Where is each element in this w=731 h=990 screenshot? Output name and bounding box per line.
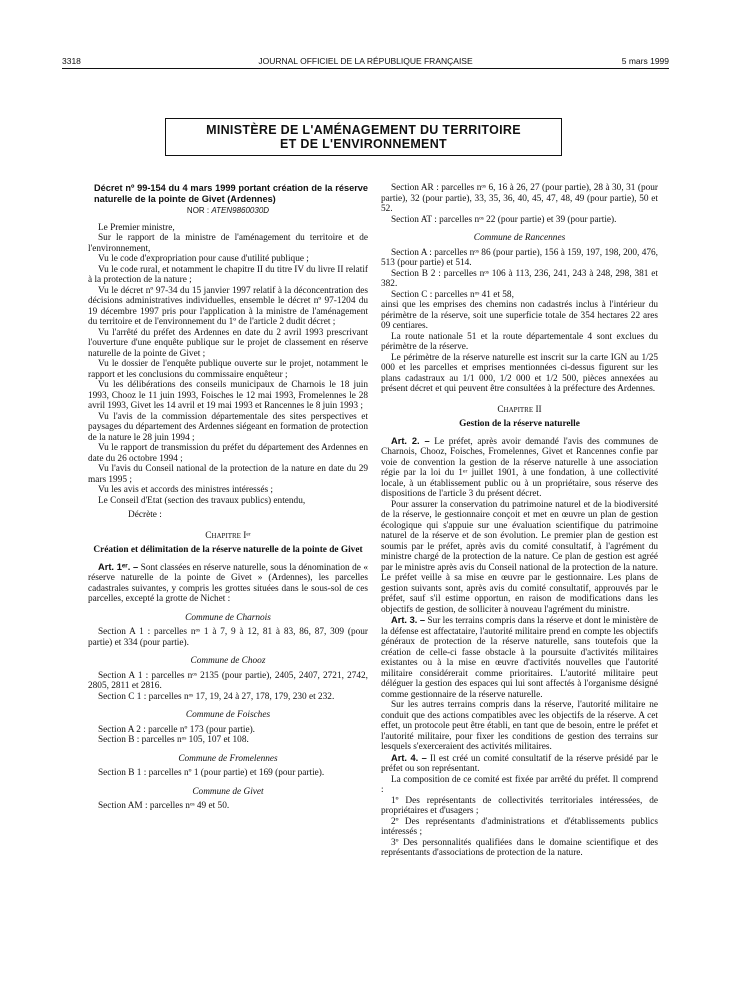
article-1 bbox=[88, 562, 368, 605]
visa-8: Vu l'avis de la commission départementale des sites perspectives et paysages du département des Ardennes siégeant en formation de protection de la nature le 28 juin 1994 ; bbox=[88, 411, 368, 443]
article-2-paragraph-2: Pour assurer la conservation du patrimoine naturel et de la biodiversité de la réserve, le gestionnaire conçoit et met en œuvre un plan de gestion écologique qui s'appuie sur une évaluation scientifique du patrimoine naturel de la réserve et de son évolution. Le premier plan de gestion est soumis par le préfet, après avis du comité consultatif, à l'agrément du ministre chargé de la protection de la nature. Ce plan de gestion est agréé par le ministre après avis du Conseil national de la protection de la nature. Le préfet veille à sa mise en œuvre par le gestionnaire. Les plans de gestion suivants sont, après avis du comité consultatif, approuvés par le préfet, sauf s'il estime opportun, en raison de modifications dans les objectifs de gestion, de solliciter à nouveau l'agrément du ministre. bbox=[381, 499, 658, 615]
article-4-label: Art. 4. – bbox=[391, 752, 427, 763]
article-4-item-3: 3º Des personnalités qualifiées dans le domaine scientifique et des représentants d'associations de protection de la nature. bbox=[381, 837, 658, 858]
article-3 bbox=[381, 615, 658, 700]
article-1-label: Art. 1ᵉʳ. – bbox=[98, 561, 139, 572]
article-4-item-2: 2º Des représentants d'administrations et d'établissements publics intéressés ; bbox=[381, 816, 658, 837]
article-1-text: Sont classées en réserve naturelle, sous la dénomination de « réserve naturelle de la pointe de Givet » (Ardennes), les parcelles cadastrales suivantes, y compris les grottes situées dans le sous-sol de ces parcelles, excepté la grotte de Nichet : bbox=[88, 562, 368, 604]
left-column bbox=[88, 183, 368, 812]
article-4-item-1: 1º Des représentants de collectivités territoriales intéressées, de propriétaires et d'usagers ; bbox=[381, 795, 658, 816]
visa-3: Vu le code rural, et notamment le chapitre II du titre IV du livre II relatif à la protection de la nature ; bbox=[88, 264, 368, 285]
commune-givet: Commune de Givet bbox=[192, 786, 264, 797]
chooz-section-a1: Section A 1 : parcelles nᵒˢ 2135 (pour partie), 2405, 2407, 2721, 2742, 2805, 2811 et 2816. bbox=[88, 670, 368, 691]
givet-section-am: Section AM : parcelles nᵒˢ 49 et 50. bbox=[98, 801, 230, 811]
fromelennes-section-b1: Section B 1 : parcelles nº 1 (pour partie) et 169 (pour partie). bbox=[98, 768, 325, 778]
visa-11: Vu les avis et accords des ministres intéressés ; bbox=[98, 485, 274, 495]
chapter-1-title: Création et délimitation de la réserve naturelle de la pointe de Givet bbox=[93, 545, 363, 555]
visa-1: Sur le rapport de la ministre de l'aménagement du territoire et de l'environnement, bbox=[88, 233, 368, 254]
chapter-2-heading: Chapitre II bbox=[497, 404, 542, 415]
ministry-box bbox=[165, 118, 562, 156]
commune-foisches: Commune de Foisches bbox=[185, 710, 271, 720]
rancennes-section-c: Section C : parcelles nᵒˢ 41 et 58, bbox=[391, 289, 514, 300]
visa-5: Vu l'arrêté du préfet des Ardennes en date du 2 avril 1993 prescrivant l'ouverture d'une enquête publique sur le projet de classement en réserve naturelle de la pointe de Givet ; bbox=[88, 327, 368, 359]
ministry-line-2: ET DE L'ENVIRONNEMENT bbox=[280, 137, 447, 151]
rancennes-section-b2: Section B 2 : parcelles nᵒˢ 106 à 113, 236, 241, 243 à 248, 298, 381 et 382. bbox=[381, 268, 658, 289]
ministry-line-1: MINISTÈRE DE L'AMÉNAGEMENT DU TERRITOIRE bbox=[206, 123, 521, 137]
nor-label: NOR : bbox=[186, 206, 210, 215]
visa-10: Vu l'avis du Conseil national de la protection de la nature en date du 29 mars 1995 ; bbox=[88, 464, 368, 485]
article-3-paragraph-2: Sur les autres terrains compris dans la réserve, l'autorité militaire ne conduit que des actions compatibles avec les objectifs de la réserve. A cet effet, un protocole peut être établi, en tant que de besoin, entre le préfet et l'autorité militaire, pour fixer les conditions de gestion des terrains sur lesquels s'exerceraient des activités militaires. bbox=[381, 700, 658, 752]
visa-9: Vu le rapport de transmission du préfet du département des Ardennes en date du 26 octobre 1994 ; bbox=[88, 443, 368, 464]
commune-chooz: Commune de Chooz bbox=[190, 656, 266, 666]
issue-date: 5 mars 1999 bbox=[621, 56, 669, 66]
visa-4: Vu le décret nº 97-34 du 15 janvier 1997 relatif à la déconcentration des décisions administratives individuelles, ensemble le décret nº 97-1204 du 19 décembre 1997 pris pour l'application à la ministre de l'aménagement du territoire et de l'environnement du 1º de l'article 2 dudit décret ; bbox=[88, 285, 368, 327]
chapter-1-heading: Chapitre Iᵉʳ bbox=[205, 530, 251, 541]
article-3-text: Sur les terrains compris dans la réserve et dont le ministère de la défense est affectataire, l'autorité militaire prend en compte les objectifs généraux de protection de la réserve naturelle, sans toutefois que la création de celle-ci fasse obstacle à la poursuite d'activités militaires existantes ou à la mise en œuvre d'activités nouvelles que l'autorité militaire considérerait comme prioritaires. L'autorité militaire peut déléguer la gestion des espaces qui lui sont affectés à l'organisme désigné comme gestionnaire de la réserve naturelle. bbox=[381, 616, 658, 700]
foisches-section-a2: Section A 2 : parcelle nº 173 (pour partie). bbox=[98, 724, 256, 735]
article-4 bbox=[381, 753, 658, 775]
chooz-section-c1: Section C 1 : parcelles nᵒˢ 17, 19, 24 à 27, 178, 179, 230 et 232. bbox=[98, 691, 335, 702]
rancennes-summary: ainsi que les emprises des chemins non cadastrés inclus à l'intérieur du périmètre de la réserve, soit une superficie totale de 354 hectares 22 ares 09 centiares. bbox=[381, 300, 658, 331]
article-4-text: Il est créé un comité consultatif de la réserve présidé par le préfet ou son représentant. bbox=[381, 753, 658, 774]
decree-title: Décret nº 99-154 du 4 mars 1999 portant création de la réserve naturelle de la pointe de Givet (Ardennes) bbox=[94, 183, 368, 204]
right-column bbox=[381, 183, 658, 859]
givet-section-ar: Section AR : parcelles nᵒˢ 6, 16 à 26, 27 (pour partie), 28 à 30, 31 (pour partie), 32 (pour partie), 33, 35, 36, 40, 45, 47, 48, 49 (pour partie), 50 et 52. bbox=[381, 183, 658, 214]
commune-fromelennes: Commune de Fromelennes bbox=[178, 753, 278, 764]
route-exclusion: La route nationale 51 et la route départementale 4 sont exclues du périmètre de la réserve. bbox=[381, 331, 658, 352]
perimeter-maps: Le périmètre de la réserve naturelle est inscrit sur la carte IGN au 1/25 000 et les parcelles et emprises mentionnées ci-dessus figurent sur les plans cadastraux au 1/1 000, 1/2 000 et 1/2 500, pièces annexées au présent décret et qui peuvent être consultées à la préfecture des Ardennes. bbox=[381, 352, 658, 394]
visa-12: Le Conseil d'Etat (section des travaux publics) entendu, bbox=[98, 495, 306, 506]
visa-7: Vu les délibérations des conseils municipaux de Charnois le 18 juin 1993, Chooz le 11 juin 1993, Foisches le 12 mai 1993, Fromelennes le 28 avril 1993, Givet les 14 avril et 19 mai 1993 et Rancennes le 8 juin 1993 ; bbox=[88, 380, 368, 411]
visa-6: Vu le dossier de l'enquête publique ouverte sur le projet, notamment le rapport et les conclusions du commissaire enquêteur ; bbox=[88, 359, 368, 380]
article-2 bbox=[381, 436, 658, 500]
page-number: 3318 bbox=[62, 56, 81, 66]
article-2-text: Le préfet, après avoir demandé l'avis des communes de Charnois, Chooz, Foisches, Fromelennes, Givet et Rancennes confie par voie de convention la gestion de la réserve naturelle à une association régie par la loi du 1ᵉʳ juillet 1901, à une fondation, à une collectivité locale, à un établissement public ou à un propriétaire, sous réserve des dispositions de l'article 3 du présent décret. bbox=[381, 436, 658, 499]
charnois-section-a1: Section A 1 : parcelles nᵒˢ 1 à 7, 9 à 12, 81 à 83, 86, 87, 309 (pour partie) et 334 (pour partie). bbox=[88, 627, 368, 648]
journal-title: JOURNAL OFFICIEL DE LA RÉPUBLIQUE FRANÇAISE bbox=[258, 56, 473, 66]
foisches-section-b: Section B : parcelles nᵒˢ 105, 107 et 108. bbox=[98, 735, 249, 745]
commune-rancennes: Commune de Rancennes bbox=[473, 233, 566, 243]
article-4-paragraph-2: La composition de ce comité est fixée par arrêté du préfet. Il comprend : bbox=[381, 774, 658, 795]
givet-section-at: Section AT : parcelles nᵒˢ 22 (pour partie) et 39 (pour partie). bbox=[391, 214, 617, 225]
visa-2: Vu le code d'expropriation pour cause d'utilité publique ; bbox=[98, 254, 309, 264]
article-3-label: Art. 3. – bbox=[391, 615, 426, 625]
decrete: Décrète : bbox=[128, 510, 162, 520]
chapter-2-title: Gestion de la réserve naturelle bbox=[459, 419, 580, 429]
header-rule bbox=[62, 68, 669, 69]
rancennes-section-a: Section A : parcelles nᵒˢ 86 (pour partie), 156 à 159, 197, 198, 200, 476, 513 (pour partie) et 514. bbox=[381, 247, 658, 268]
nor-reference bbox=[88, 206, 368, 217]
commune-charnois: Commune de Charnois bbox=[185, 612, 271, 623]
nor-value: ATEN9860030D bbox=[211, 206, 270, 215]
intro: Le Premier ministre, bbox=[98, 222, 175, 233]
article-2-label: Art. 2. – bbox=[391, 435, 430, 446]
